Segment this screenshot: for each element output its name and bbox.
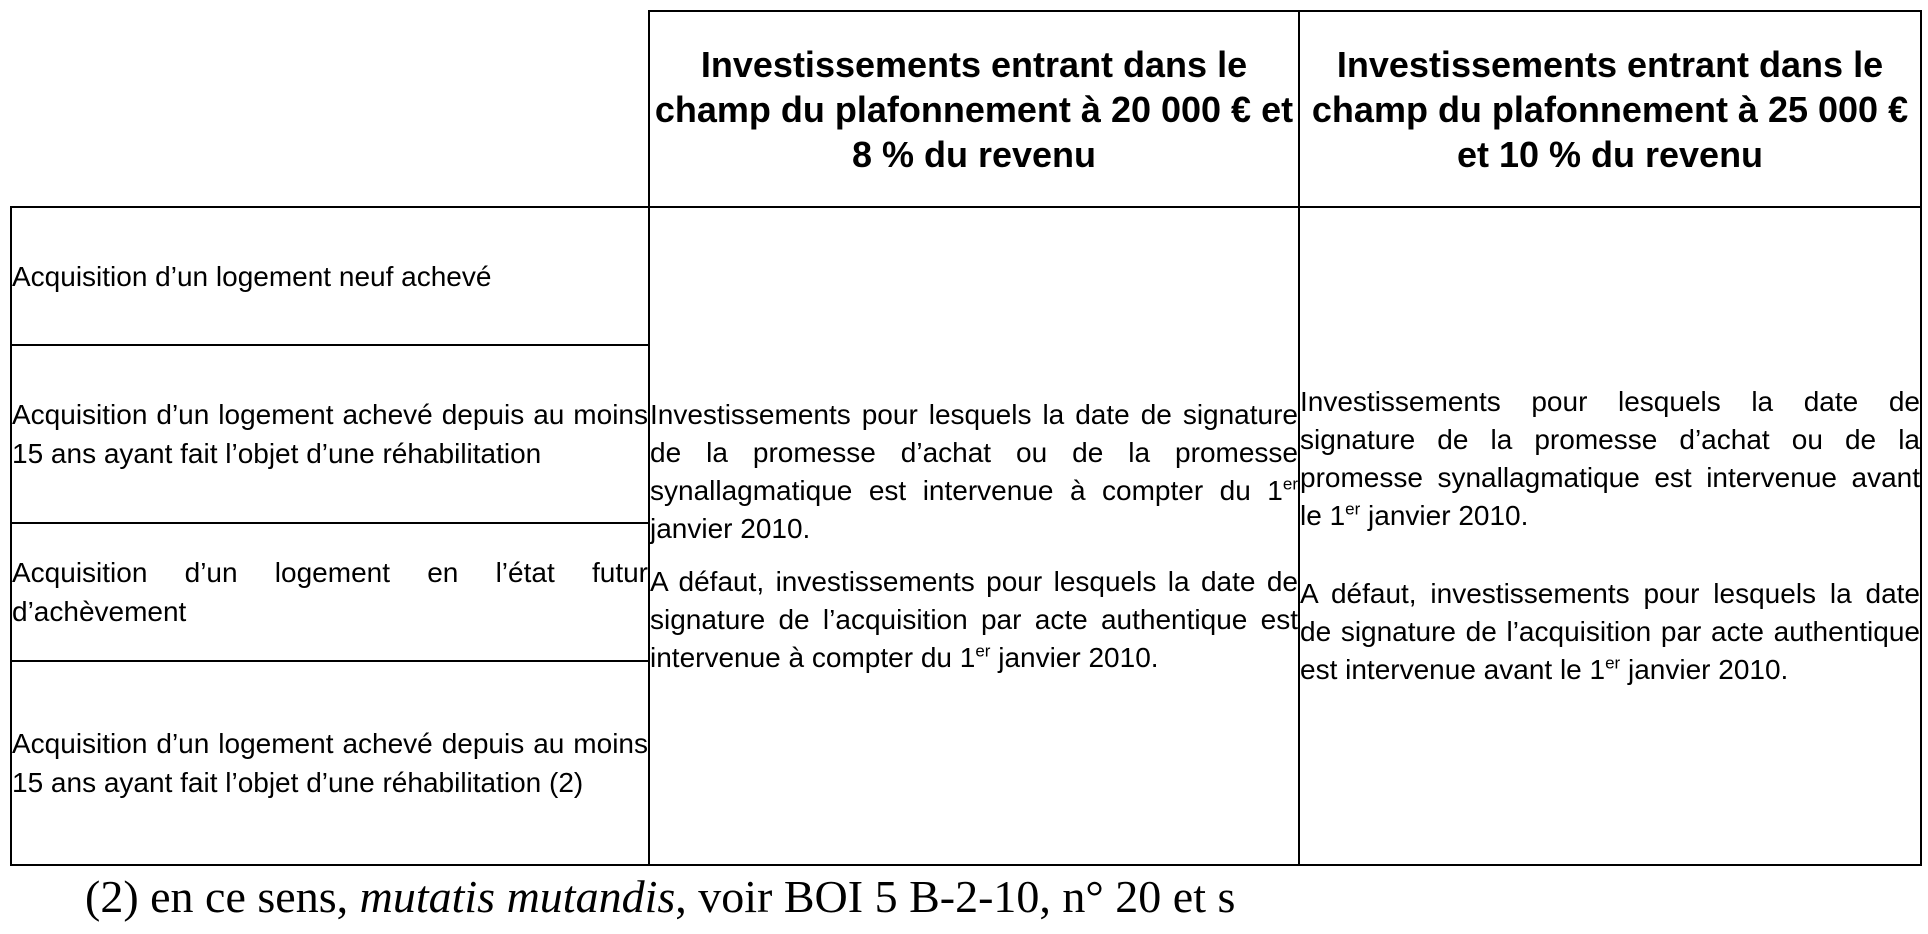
cell-cap-20000-conditions — [649, 207, 1299, 865]
cell-cap-25000-conditions — [1299, 207, 1921, 865]
row-label-new-completed: Acquisition d’un logement neuf achevé — [11, 207, 649, 345]
cap-25000-paragraph-2: A défaut, investissements pour lesquels la date de signature de l’acquisition par acte authentique est intervenue avant le 1er janvier 2010. — [1300, 578, 1920, 685]
regulation-table — [10, 10, 1922, 866]
header-cap-20000: Investissements entrant dans le champ du plafonnement à 20 000 € et 8 % du revenu — [649, 11, 1299, 207]
header-cap-25000: Investissements entrant dans le champ du plafonnement à 25 000 € et 10 % du revenu — [1299, 11, 1921, 207]
row-label-renovated-15-years: Acquisition d’un logement achevé depuis au moins 15 ans ayant fait l’objet d’une réhabilitation — [11, 345, 649, 523]
footnote-italic: mutatis mutandis — [359, 871, 676, 922]
row-label-future-completion: Acquisition d’un logement en l’état futur d’achèvement — [11, 523, 649, 661]
row-label-renovated-15-years-note: Acquisition d’un logement achevé depuis au moins 15 ans ayant fait l’objet d’une réhabilitation (2) — [11, 661, 649, 865]
empty-corner-cell — [11, 11, 649, 207]
cap-20000-paragraph-2: A défaut, investissements pour lesquels la date de signature de l’acquisition par acte authentique est intervenue à compter du 1er janvier 2010. — [650, 565, 1298, 673]
cap-25000-paragraph-1: Investissements pour lesquels la date de signature de la promesse d’achat ou de la promesse synallagmatique est intervenue avant le 1er janvier 2010. — [1300, 386, 1920, 531]
footnote: (2) en ce sens, mutatis mutandis, voir BOI 5 B-2-10, n° 20 et s — [85, 871, 1236, 922]
cap-20000-paragraph-1: Investissements pour lesquels la date de signature de la promesse d’achat ou de la promesse synallagmatique est intervenue à compter du 1er janvier 2010. — [650, 398, 1298, 544]
